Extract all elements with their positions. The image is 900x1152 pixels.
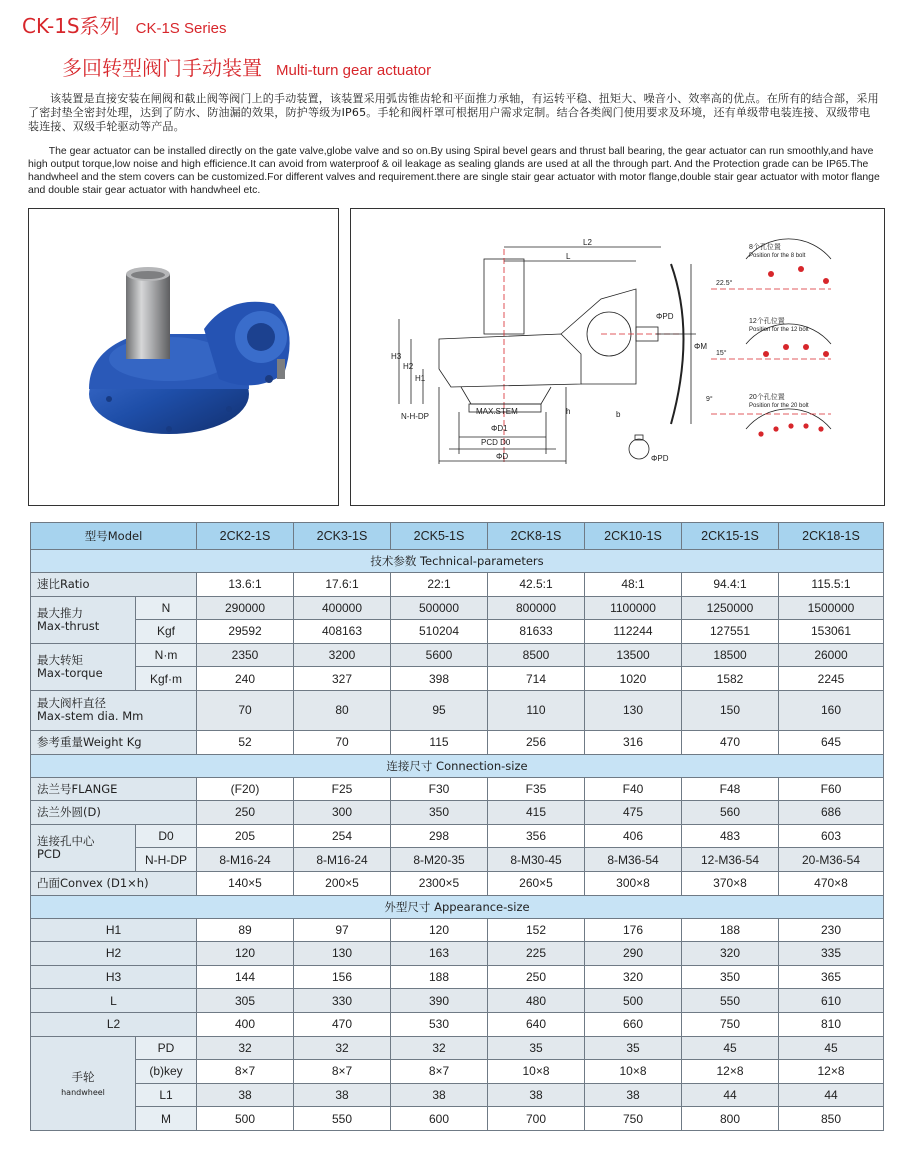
cell: F30: [391, 777, 488, 801]
cell: 660: [585, 1012, 682, 1036]
intro-en: The gear actuator can be installed directly on the gate valve,globe valve and so on.By using Spiral bevel gears and thrust ball bearing, the gear actuator can run smoothly,and have high output torque,low noise and high efficience.It can avoid from waterproof & oil leakage as sealing glands are used at all the through part. And the Protection grade can be IP65.The handwheel and the stem covers can be customized.For different valves and requirement.there are single stair gear actuator with motor flange,double stair gear actuator with motor flange and double stair gear actuator with handwheel etc.: [28, 146, 880, 196]
product-title: [62, 52, 431, 81]
product-title-en: Multi-turn gear actuator: [276, 62, 432, 79]
row-label: H1: [31, 918, 197, 942]
drawing-svg: [351, 209, 884, 505]
cell: 1020: [585, 667, 682, 691]
cell: 127551: [682, 620, 779, 644]
l-row: [31, 989, 884, 1013]
cell: 2245: [779, 667, 884, 691]
cell: 290000: [197, 596, 294, 620]
cell: 52: [197, 730, 294, 754]
cell: 32: [197, 1036, 294, 1060]
cell: 8×7: [197, 1060, 294, 1084]
cell: F60: [779, 777, 884, 801]
cell: 550: [294, 1107, 391, 1131]
section-header: [31, 895, 884, 918]
cell: F40: [585, 777, 682, 801]
cell: 20-M36-54: [779, 848, 884, 872]
cell: 714: [488, 667, 585, 691]
cell: 13500: [585, 643, 682, 667]
cell: 327: [294, 667, 391, 691]
cell: 205: [197, 824, 294, 848]
cell: 250: [197, 801, 294, 825]
cell: 603: [779, 824, 884, 848]
cell: 300: [294, 801, 391, 825]
cell: 48:1: [585, 573, 682, 597]
label-d1: ΦD1: [491, 424, 508, 433]
unit-label: (b)key: [136, 1060, 197, 1084]
row-label: 凸面Convex (D1×h): [31, 871, 197, 895]
cell: 530: [391, 1012, 488, 1036]
h2-row: [31, 942, 884, 966]
label-H2: H2: [403, 362, 414, 371]
cell: 300×8: [585, 871, 682, 895]
cell: 81633: [488, 620, 585, 644]
cell: 12×8: [779, 1060, 884, 1084]
unit-label: D0: [136, 824, 197, 848]
cell: 8-M16-24: [197, 848, 294, 872]
series-title-cn: CK-1S系列: [22, 14, 120, 38]
product-photo: [28, 208, 339, 506]
cell: 480: [488, 989, 585, 1013]
cell: 320: [682, 942, 779, 966]
cell: 470: [294, 1012, 391, 1036]
cell: 400: [197, 1012, 294, 1036]
model-name: 2CK5-1S: [391, 523, 488, 550]
cell: 500000: [391, 596, 488, 620]
app-header: 外型尺寸 Appearance-size: [31, 895, 884, 918]
h3-row: [31, 965, 884, 989]
label-pd-key: ΦPD: [651, 454, 669, 463]
label-h: h: [566, 407, 571, 416]
label-nhdp: N-H-DP: [401, 412, 429, 421]
thrust-kgf-row: [31, 620, 884, 644]
torque-nm-row: [31, 643, 884, 667]
bolt8-en: Position for the 8 bolt: [749, 253, 806, 259]
cell: 42.5:1: [488, 573, 585, 597]
cell: 8-M30-45: [488, 848, 585, 872]
cell: 200×5: [294, 871, 391, 895]
label-pd-vertical: ΦPD: [656, 312, 674, 321]
label-H1: H1: [415, 374, 426, 383]
cell: 560: [682, 801, 779, 825]
row-label: L: [31, 989, 197, 1013]
cell: 750: [682, 1012, 779, 1036]
label-L2: L2: [583, 238, 592, 247]
cell: 32: [294, 1036, 391, 1060]
pcd-d0-row: [31, 824, 884, 848]
cell: 350: [682, 965, 779, 989]
cell: 365: [779, 965, 884, 989]
model-name: 2CK10-1S: [585, 523, 682, 550]
model-name: 2CK15-1S: [682, 523, 779, 550]
cell: 230: [779, 918, 884, 942]
angle-8: 22.5°: [716, 280, 733, 287]
cell: 18500: [682, 643, 779, 667]
cell: 152: [488, 918, 585, 942]
cell: 2350: [197, 643, 294, 667]
cell: 115.5:1: [779, 573, 884, 597]
bolt20-en: Position for the 20 bolt: [749, 403, 809, 409]
unit-label: N-H-DP: [136, 848, 197, 872]
cell: 153061: [779, 620, 884, 644]
cell: 44: [779, 1083, 884, 1107]
bolt12-en: Position for the 12 bolt: [749, 327, 809, 333]
unit-label: N: [136, 596, 197, 620]
cell: 3200: [294, 643, 391, 667]
row-label: 法兰外圆(D): [31, 801, 197, 825]
l2-row: [31, 1012, 884, 1036]
cell: 80: [294, 690, 391, 730]
cell: 5600: [391, 643, 488, 667]
cell: 550: [682, 989, 779, 1013]
cell: 120: [197, 942, 294, 966]
cell: 22:1: [391, 573, 488, 597]
cell: 1500000: [779, 596, 884, 620]
model-name: 2CK8-1S: [488, 523, 585, 550]
cell: 1250000: [682, 596, 779, 620]
cell: F25: [294, 777, 391, 801]
cell: 150: [682, 690, 779, 730]
row-label: H3: [31, 965, 197, 989]
label-H3: H3: [391, 352, 402, 361]
pcd-nhdp-row: [31, 848, 884, 872]
cell: 298: [391, 824, 488, 848]
thrust-n-row: [31, 596, 884, 620]
cell: 800: [682, 1107, 779, 1131]
label-pcd: PCD D0: [481, 438, 511, 447]
cell: 95: [391, 690, 488, 730]
hw-key-row: [31, 1060, 884, 1084]
row-label: L2: [31, 1012, 197, 1036]
ratio-row: [31, 573, 884, 597]
unit-label: N·m: [136, 643, 197, 667]
cell: 188: [682, 918, 779, 942]
cell: 89: [197, 918, 294, 942]
row-label: 最大阀杆直径 Max-stem dia. Mm: [31, 690, 197, 730]
unit-label: Kgf: [136, 620, 197, 644]
cell: 13.6:1: [197, 573, 294, 597]
spec-table: [30, 522, 884, 1131]
model-label: 型号Model: [31, 523, 197, 550]
cell: 156: [294, 965, 391, 989]
cell: 45: [682, 1036, 779, 1060]
cell: 390: [391, 989, 488, 1013]
flange-row: [31, 777, 884, 801]
cell: 225: [488, 942, 585, 966]
cell: 8×7: [391, 1060, 488, 1084]
cell: 38: [488, 1083, 585, 1107]
cell: 470×8: [779, 871, 884, 895]
cell: 330: [294, 989, 391, 1013]
cell: 350: [391, 801, 488, 825]
cell: 600: [391, 1107, 488, 1131]
cell: 400000: [294, 596, 391, 620]
conn-header: 连接尺寸 Connection-size: [31, 754, 884, 777]
cell: 163: [391, 942, 488, 966]
cell: 254: [294, 824, 391, 848]
gear-actuator-image: [29, 209, 338, 505]
cell: 130: [294, 942, 391, 966]
cell: 35: [585, 1036, 682, 1060]
dimension-drawing: [350, 208, 885, 506]
row-label: 参考重量Weight Kg: [31, 730, 197, 754]
cell: 500: [585, 989, 682, 1013]
label-m: ΦM: [694, 342, 708, 351]
cell: 70: [197, 690, 294, 730]
angle-20: 9°: [706, 396, 713, 403]
model-name: 2CK3-1S: [294, 523, 391, 550]
cell: 2300×5: [391, 871, 488, 895]
row-label: 法兰号FLANGE: [31, 777, 197, 801]
bolt12-cn: 12个孔位置: [749, 318, 785, 325]
handwheel-label: 手轮 handwheel: [31, 1036, 136, 1130]
cell: 8-M16-24: [294, 848, 391, 872]
unit-label: M: [136, 1107, 197, 1131]
cell: 38: [294, 1083, 391, 1107]
section-header: [31, 754, 884, 777]
bolt8-cn: 8个孔位置: [749, 244, 781, 251]
intro-cn: 该装置是直接安装在闸阀和截止阀等阀门上的手动装置，该装置采用弧齿锥齿轮和平面推力承轴，有运转平稳、扭矩大、噪音小、效率高的优点。在所有的结合部，采用了密封垫全密封处理，达到了防水、防油漏的效果，防护等级为IP65。手轮和阀杆罩可根据用户需求定制。结合各类阀门使用要求及环境，还有单级带电装连接、双级带电装连接、双级手轮驱动等产品。: [28, 92, 879, 133]
model-name: 2CK2-1S: [197, 523, 294, 550]
cell: 70: [294, 730, 391, 754]
cell: 38: [391, 1083, 488, 1107]
cell: 112244: [585, 620, 682, 644]
label-b: b: [616, 410, 621, 419]
label-d: ΦD: [496, 452, 509, 461]
cell: 1100000: [585, 596, 682, 620]
cell: 140×5: [197, 871, 294, 895]
weight-row: [31, 730, 884, 754]
hw-l1-row: [31, 1083, 884, 1107]
cell: 115: [391, 730, 488, 754]
cell: 686: [779, 801, 884, 825]
cell: 800000: [488, 596, 585, 620]
cell: 44: [682, 1083, 779, 1107]
product-title-cn: 多回转型阀门手动装置: [62, 56, 262, 80]
cell: 475: [585, 801, 682, 825]
cell: 10×8: [488, 1060, 585, 1084]
section-header: [31, 550, 884, 573]
cell: 470: [682, 730, 779, 754]
cell: F48: [682, 777, 779, 801]
cell: 370×8: [682, 871, 779, 895]
cell: 35: [488, 1036, 585, 1060]
model-name: 2CK18-1S: [779, 523, 884, 550]
cell: 176: [585, 918, 682, 942]
cell: 8-M20-35: [391, 848, 488, 872]
stem-row: [31, 690, 884, 730]
cell: 250: [488, 965, 585, 989]
cell: 8500: [488, 643, 585, 667]
cell: 38: [585, 1083, 682, 1107]
cell: 12×8: [682, 1060, 779, 1084]
unit-label: Kgf·m: [136, 667, 197, 691]
model-header-row: [31, 523, 884, 550]
cell: 8-M36-54: [585, 848, 682, 872]
cell: 406: [585, 824, 682, 848]
cell: 850: [779, 1107, 884, 1131]
label-L: L: [566, 252, 571, 261]
cell: 320: [585, 965, 682, 989]
cell: 290: [585, 942, 682, 966]
cell: 26000: [779, 643, 884, 667]
cell: 29592: [197, 620, 294, 644]
bolt20-cn: 20个孔位置: [749, 394, 785, 401]
cell: 483: [682, 824, 779, 848]
cell: 260×5: [488, 871, 585, 895]
row-label: 速比Ratio: [31, 573, 197, 597]
row-label: 最大转矩 Max-torque: [31, 643, 136, 690]
cell: 510204: [391, 620, 488, 644]
cell: 97: [294, 918, 391, 942]
cell: 160: [779, 690, 884, 730]
cell: F35: [488, 777, 585, 801]
cell: 500: [197, 1107, 294, 1131]
cell: 10×8: [585, 1060, 682, 1084]
cell: 335: [779, 942, 884, 966]
cell: 94.4:1: [682, 573, 779, 597]
cell: 38: [197, 1083, 294, 1107]
hw-m-row: [31, 1107, 884, 1131]
cell: 240: [197, 667, 294, 691]
cell: 415: [488, 801, 585, 825]
cell: 17.6:1: [294, 573, 391, 597]
cell: 408163: [294, 620, 391, 644]
cell: 256: [488, 730, 585, 754]
tech-header: 技术参数 Technical-parameters: [31, 550, 884, 573]
cell: 8×7: [294, 1060, 391, 1084]
h1-row: [31, 918, 884, 942]
row-label: 连接孔中心 PCD: [31, 824, 136, 871]
series-title-en: CK-1S Series: [135, 20, 227, 37]
cell: 810: [779, 1012, 884, 1036]
series-title: [22, 10, 227, 39]
cell: 750: [585, 1107, 682, 1131]
row-label: H2: [31, 942, 197, 966]
cell: 356: [488, 824, 585, 848]
label-max-stem: MAX.STEM: [476, 407, 518, 416]
cell: 45: [779, 1036, 884, 1060]
hw-pd-row: [31, 1036, 884, 1060]
cell: 12-M36-54: [682, 848, 779, 872]
row-label: 最大推力 Max-thrust: [31, 596, 136, 643]
cell: 130: [585, 690, 682, 730]
convex-row: [31, 871, 884, 895]
cell: 640: [488, 1012, 585, 1036]
angle-12: 15°: [716, 350, 727, 357]
cell: 1582: [682, 667, 779, 691]
flange-d-row: [31, 801, 884, 825]
unit-label: L1: [136, 1083, 197, 1107]
cell: 610: [779, 989, 884, 1013]
cell: 316: [585, 730, 682, 754]
cell: 120: [391, 918, 488, 942]
cell: 305: [197, 989, 294, 1013]
cell: 144: [197, 965, 294, 989]
cell: 32: [391, 1036, 488, 1060]
cell: 398: [391, 667, 488, 691]
cell: 645: [779, 730, 884, 754]
unit-label: PD: [136, 1036, 197, 1060]
cell: 700: [488, 1107, 585, 1131]
torque-kgfm-row: [31, 667, 884, 691]
cell: 188: [391, 965, 488, 989]
cell: 110: [488, 690, 585, 730]
cell: (F20): [197, 777, 294, 801]
